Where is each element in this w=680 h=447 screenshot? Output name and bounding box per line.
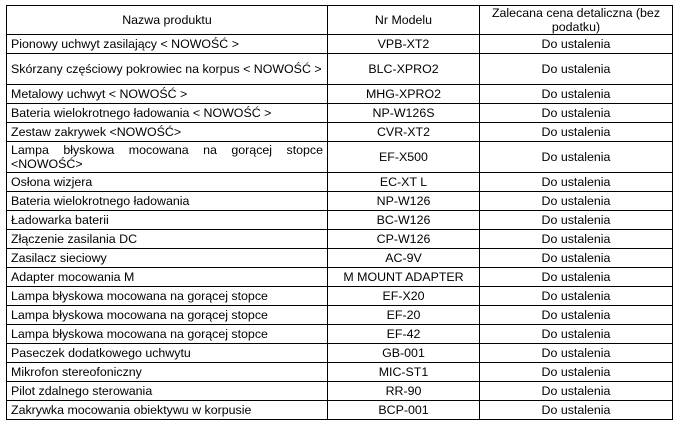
product-name-cell: Paseczek dodatkowego uchwytu: [7, 344, 328, 363]
model-number-cell: EC-XT L: [328, 173, 480, 192]
price-cell: Do ustalenia: [480, 401, 673, 420]
product-name-cell: Lampa błyskowa mocowana na gorącej stopce <NOWOŚĆ>: [7, 142, 328, 173]
table-row: [7, 363, 673, 382]
table-row: [7, 306, 673, 325]
price-cell: Do ustalenia: [480, 268, 673, 287]
model-number-cell: EF-20: [328, 306, 480, 325]
table-row: [7, 249, 673, 268]
product-name-cell: Osłona wizjera: [7, 173, 328, 192]
model-number-cell: BC-W126: [328, 211, 480, 230]
price-cell: Do ustalenia: [480, 85, 673, 104]
model-number-cell: MIC-ST1: [328, 363, 480, 382]
table-body: [7, 35, 673, 420]
model-number-cell: CP-W126: [328, 230, 480, 249]
price-cell: Do ustalenia: [480, 211, 673, 230]
product-name-cell: Zakrywka mocowania obiektywu w korpusie: [7, 401, 328, 420]
table-row: [7, 344, 673, 363]
column-header-name: Nazwa produktu: [7, 6, 328, 35]
table-row: [7, 382, 673, 401]
model-number-cell: EF-X500: [328, 142, 480, 173]
price-table: [6, 5, 673, 420]
table-row: [7, 230, 673, 249]
price-cell: Do ustalenia: [480, 54, 673, 85]
product-name-cell: Pionowy uchwyt zasilający < NOWOŚĆ >: [7, 35, 328, 54]
product-name-cell: Zasilacz sieciowy: [7, 249, 328, 268]
column-header-price: Zalecana cena detaliczna (bez podatku): [480, 6, 673, 35]
product-name-cell: Pilot zdalnego sterowania: [7, 382, 328, 401]
product-name-cell: Zestaw zakrywek <NOWOŚĆ>: [7, 123, 328, 142]
table-row: [7, 192, 673, 211]
model-number-cell: CVR-XT2: [328, 123, 480, 142]
price-cell: Do ustalenia: [480, 249, 673, 268]
price-cell: Do ustalenia: [480, 104, 673, 123]
price-cell: Do ustalenia: [480, 382, 673, 401]
price-cell: Do ustalenia: [480, 287, 673, 306]
product-name-cell: Lampa błyskowa mocowana na gorącej stopce: [7, 287, 328, 306]
model-number-cell: EF-42: [328, 325, 480, 344]
price-cell: Do ustalenia: [480, 192, 673, 211]
model-number-cell: MHG-XPRO2: [328, 85, 480, 104]
column-header-model: Nr Modelu: [328, 6, 480, 35]
product-name-cell: Bateria wielokrotnego ładowania < NOWOŚĆ >: [7, 104, 328, 123]
table-row: [7, 325, 673, 344]
model-number-cell: NP-W126S: [328, 104, 480, 123]
table-row: [7, 142, 673, 173]
price-cell: Do ustalenia: [480, 123, 673, 142]
price-cell: Do ustalenia: [480, 142, 673, 173]
table-header-row: [7, 6, 673, 35]
model-number-cell: EF-X20: [328, 287, 480, 306]
price-cell: Do ustalenia: [480, 363, 673, 382]
model-number-cell: NP-W126: [328, 192, 480, 211]
price-cell: Do ustalenia: [480, 306, 673, 325]
table-row: [7, 123, 673, 142]
model-number-cell: AC-9V: [328, 249, 480, 268]
product-name-cell: Złączenie zasilania DC: [7, 230, 328, 249]
product-name-cell: Lampa błyskowa mocowana na gorącej stopce: [7, 306, 328, 325]
product-name-cell: Mikrofon stereofoniczny: [7, 363, 328, 382]
table-row: [7, 268, 673, 287]
model-number-cell: RR-90: [328, 382, 480, 401]
model-number-cell: VPB-XT2: [328, 35, 480, 54]
product-name-cell: Skórzany częściowy pokrowiec na korpus < NOWOŚĆ >: [7, 54, 328, 85]
price-cell: Do ustalenia: [480, 230, 673, 249]
table-row: [7, 35, 673, 54]
model-number-cell: M MOUNT ADAPTER: [328, 268, 480, 287]
price-cell: Do ustalenia: [480, 173, 673, 192]
product-name-cell: Metalowy uchwyt < NOWOŚĆ >: [7, 85, 328, 104]
product-name-cell: Adapter mocowania M: [7, 268, 328, 287]
product-name-cell: Ładowarka baterii: [7, 211, 328, 230]
table-row: [7, 85, 673, 104]
price-cell: Do ustalenia: [480, 35, 673, 54]
price-cell: Do ustalenia: [480, 325, 673, 344]
product-name-cell: Lampa błyskowa mocowana na gorącej stopce: [7, 325, 328, 344]
price-cell: Do ustalenia: [480, 344, 673, 363]
model-number-cell: BCP-001: [328, 401, 480, 420]
table-row: [7, 104, 673, 123]
table-row: [7, 173, 673, 192]
table-row: [7, 287, 673, 306]
table-row: [7, 54, 673, 85]
table-row: [7, 211, 673, 230]
model-number-cell: BLC-XPRO2: [328, 54, 480, 85]
product-name-cell: Bateria wielokrotnego ładowania: [7, 192, 328, 211]
table-row: [7, 401, 673, 420]
model-number-cell: GB-001: [328, 344, 480, 363]
